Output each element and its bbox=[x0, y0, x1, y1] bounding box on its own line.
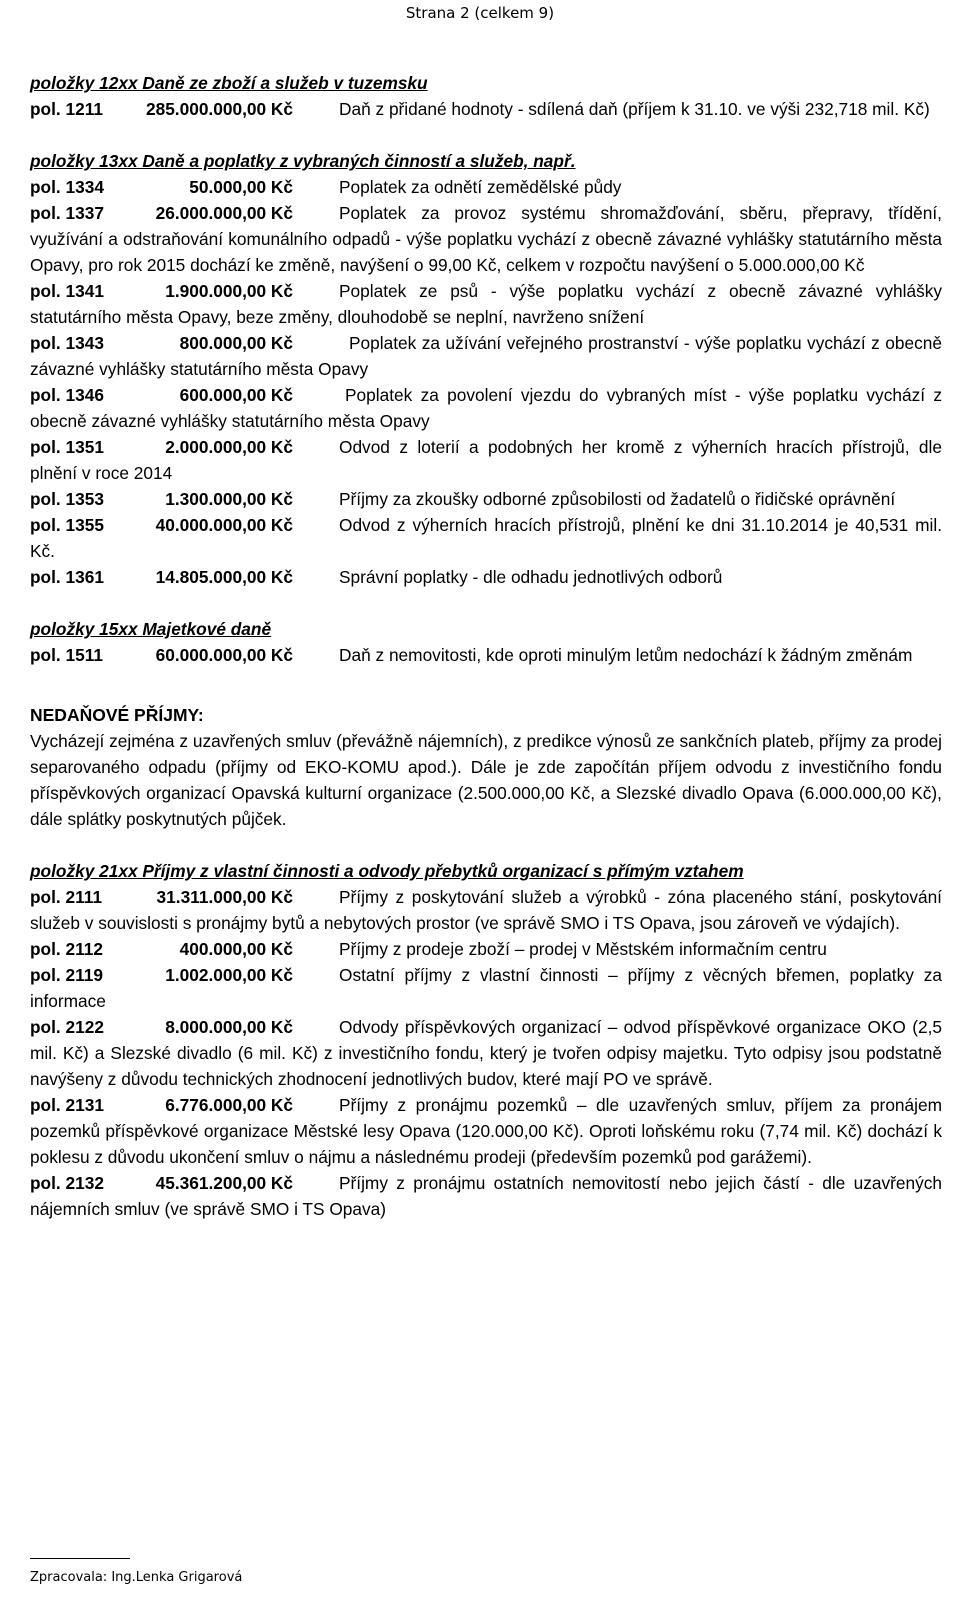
item-amount: 60.000.000,00 Kč bbox=[155, 645, 293, 665]
item-amount: 1.900.000,00 Kč bbox=[165, 281, 293, 301]
item-text: Odvody příspěvkových organizací – odvod příspěvkové organizace OKO (2,5 mil. Kč) a Slezské divadlo (6 mil. Kč) z investičního fondu, který je tvořen odpisy majetku. Tyto odpisy jsou podstatně navýšeny z důvodu technických zhodnocení jednotlivých budov, které mají PO ve správě. bbox=[30, 1017, 942, 1089]
item-amount: 400.000,00 Kč bbox=[179, 939, 293, 959]
item-amount: 600.000,00 Kč bbox=[179, 385, 293, 405]
item-text: Odvod z výherních hracích přístrojů, plnění ke dni 31.10.2014 je 40,531 mil. Kč. bbox=[30, 515, 942, 561]
item-2132 bbox=[30, 1170, 942, 1222]
page-footer: Zpracovala: Ing.Lenka Grigarová bbox=[30, 1570, 243, 1585]
item-1337 bbox=[30, 200, 942, 278]
item-code: pol. 1211 bbox=[30, 99, 104, 119]
item-1211 bbox=[30, 96, 942, 122]
item-2111 bbox=[30, 884, 942, 936]
item-code: pol. 2131 bbox=[30, 1095, 104, 1115]
item-amount: 1.300.000,00 Kč bbox=[165, 489, 293, 509]
item-code: pol. 2119 bbox=[30, 965, 104, 985]
item-text: Správní poplatky - dle odhadu jednotlivých odborů bbox=[339, 567, 723, 587]
section-13xx-title: položky 13xx Daně a poplatky z vybraných činností a služeb, např. bbox=[30, 151, 576, 171]
item-amount: 285.000.000,00 Kč bbox=[145, 99, 293, 119]
item-code: pol. 1343 bbox=[30, 333, 104, 353]
item-code: pol. 1361 bbox=[30, 567, 104, 587]
item-code: pol. 2132 bbox=[30, 1173, 104, 1193]
item-2122 bbox=[30, 1014, 942, 1092]
item-text: Ostatní příjmy z vlastní činnosti – příjmy z věcných břemen, poplatky za informace bbox=[30, 965, 942, 1011]
item-amount: 31.311.000,00 Kč bbox=[156, 887, 293, 907]
section-21xx-title: položky 21xx Příjmy z vlastní činnosti a odvody přebytků organizací s přímým vztahem bbox=[30, 861, 744, 881]
section-15xx-title: položky 15xx Majetkové daně bbox=[30, 619, 272, 639]
item-amount: 800.000,00 Kč bbox=[179, 333, 293, 353]
item-text: Příjmy z prodeje zboží – prodej v Městském informačním centru bbox=[339, 939, 827, 959]
item-1353 bbox=[30, 486, 942, 512]
item-text: Poplatek za provoz systému shromažďování, sběru, přepravy, třídění, využívání a odstraňování komunálního odpadů - výše poplatku vychází z obecně závazné vyhlášky statutárního města Opavy, pro rok 2015 dochází ke změně, navýšení o 99,00 Kč, celkem v rozpočtu navýšení o 5.000.000,00 Kč bbox=[30, 203, 942, 275]
item-text: Daň z nemovitosti, kde oproti minulým letům nedochází k žádným změnám bbox=[339, 645, 913, 665]
nedanove-prijmy-title: NEDAŇOVÉ PŘÍJMY: bbox=[30, 705, 204, 725]
item-code: pol. 1334 bbox=[30, 177, 104, 197]
item-amount: 2.000.000,00 Kč bbox=[165, 437, 293, 457]
item-text: Daň z přidané hodnoty - sdílená daň (příjem k 31.10. ve výši 232,718 mil. Kč) bbox=[339, 99, 930, 119]
item-text: Příjmy z poskytování služeb a výrobků - zóna placeného stání, poskytování služeb v souvislosti s pronájmy bytů a nebytových prostor (ve správě SMO i TS Opava, jsou zároveň ve výdajích). bbox=[30, 887, 942, 933]
nedanove-prijmy-text: Vycházejí zejména z uzavřených smluv (převážně nájemních), z predikce výnosů ze sankčních plateb, příjmy za prodej separovaného odpadu (příjmy od EKO-KOMU apod.). Dále je zde započítán příjem odvodu z investičního fondu příspěvkových organizací Opavská kulturní organizace (2.500.000,00 Kč, a Slezské divadlo Opava (6.000.000,00 Kč), dále splátky poskytnutých půjček. bbox=[30, 731, 942, 829]
item-text: Příjmy z pronájmu ostatních nemovitostí nebo jejich částí - dle uzavřených nájemních smluv (ve správě SMO i TS Opava) bbox=[30, 1173, 942, 1219]
item-amount: 8.000.000,00 Kč bbox=[165, 1017, 293, 1037]
item-code: pol. 1351 bbox=[30, 437, 104, 457]
item-1355 bbox=[30, 512, 942, 564]
item-code: pol. 1346 bbox=[30, 385, 104, 405]
item-amount: 1.002.000,00 Kč bbox=[165, 965, 293, 985]
item-1361 bbox=[30, 564, 942, 590]
item-text: Poplatek za užívání veřejného prostranství - výše poplatku vychází z obecně závazné vyhlášky statutárního města Opavy bbox=[30, 333, 942, 379]
item-amount: 45.361.200,00 Kč bbox=[155, 1173, 293, 1193]
page-header: Strana 2 (celkem 9) bbox=[405, 4, 555, 22]
item-text: Příjmy z pronájmu pozemků – dle uzavřených smluv, příjem za pronájem pozemků příspěvkové organizace Městské lesy Opava (120.000,00 Kč). Oproti loňskému roku (7,74 mil. Kč) dochází k poklesu z důvodu ukončení smluv o nájmu a následnému prodeji (především pozemků pod garážemi). bbox=[30, 1095, 942, 1167]
item-code: pol. 2122 bbox=[30, 1017, 104, 1037]
item-1341 bbox=[30, 278, 942, 330]
item-2131 bbox=[30, 1092, 942, 1170]
item-text: Poplatek za povolení vjezdu do vybraných míst - výše poplatku vychází z obecně závazné vyhlášky statutárního města Opavy bbox=[30, 385, 942, 431]
item-1343 bbox=[30, 330, 942, 382]
item-1511 bbox=[30, 642, 942, 668]
section-12xx-title: položky 12xx Daně ze zboží a služeb v tuzemsku bbox=[30, 73, 428, 93]
footer-divider bbox=[30, 1558, 130, 1559]
item-code: pol. 1355 bbox=[30, 515, 104, 535]
item-2119 bbox=[30, 962, 942, 1014]
item-amount: 6.776.000,00 Kč bbox=[165, 1095, 293, 1115]
item-text: Poplatek ze psů - výše poplatku vychází z obecně závazné vyhlášky statutárního města Opavy, beze změny, dlouhodobě se neplní, navrženo snížení bbox=[30, 281, 942, 327]
item-1334 bbox=[30, 174, 942, 200]
item-1346 bbox=[30, 382, 942, 434]
item-1351 bbox=[30, 434, 942, 486]
document-body bbox=[30, 70, 942, 1222]
item-code: pol. 1341 bbox=[30, 281, 104, 301]
item-code: pol. 1511 bbox=[30, 645, 104, 665]
item-code: pol. 1353 bbox=[30, 489, 104, 509]
item-code: pol. 2111 bbox=[30, 887, 103, 907]
item-text: Příjmy za zkoušky odborné způsobilosti od žadatelů o řidičské oprávnění bbox=[339, 489, 896, 509]
item-text: Odvod z loterií a podobných her kromě z výherních hracích přístrojů, dle plnění v roce 2014 bbox=[30, 437, 942, 483]
item-text: Poplatek za odnětí zemědělské půdy bbox=[339, 177, 622, 197]
item-amount: 26.000.000,00 Kč bbox=[155, 203, 293, 223]
item-2112 bbox=[30, 936, 942, 962]
item-code: pol. 1337 bbox=[30, 203, 104, 223]
item-amount: 40.000.000,00 Kč bbox=[155, 515, 293, 535]
item-amount: 50.000,00 Kč bbox=[189, 177, 293, 197]
item-code: pol. 2112 bbox=[30, 939, 104, 959]
item-amount: 14.805.000,00 Kč bbox=[155, 567, 293, 587]
